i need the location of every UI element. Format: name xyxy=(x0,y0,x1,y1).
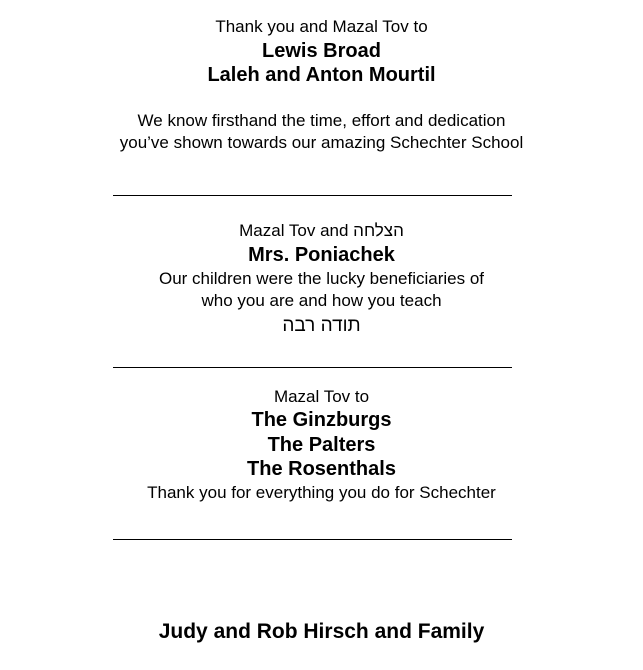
honoree-name: Lewis Broad xyxy=(262,40,381,62)
section-2-intro: Mazal Tov and הצלחה xyxy=(239,221,404,240)
honoree-name: The Ginzburgs xyxy=(251,409,392,431)
honoree-name: The Rosenthals xyxy=(247,458,396,480)
divider-line xyxy=(113,195,512,196)
section-1-message-line: We know firsthand the time, effort and dedication xyxy=(137,111,506,130)
honoree-name: The Palters xyxy=(267,434,376,456)
section-3-intro: Mazal Tov to xyxy=(273,387,370,406)
divider-line xyxy=(113,539,512,540)
section-1-message-line: you’ve shown towards our amazing Schechter School xyxy=(119,133,524,152)
divider-line xyxy=(113,367,512,368)
section-2-message-line: who you are and how you teach xyxy=(201,291,442,310)
honoree-name: Laleh and Anton Mourtil xyxy=(207,64,436,86)
section-2-message-line: Our children were the lucky beneficiaries of xyxy=(158,269,485,288)
hebrew-thanks: תודה רבה xyxy=(282,315,361,336)
honoree-name: Mrs. Poniachek xyxy=(248,244,395,266)
section-1-intro: Thank you and Mazal Tov to xyxy=(215,17,428,36)
signature: Judy and Rob Hirsch and Family xyxy=(158,620,485,643)
section-3-message: Thank you for everything you do for Schechter xyxy=(147,483,496,502)
